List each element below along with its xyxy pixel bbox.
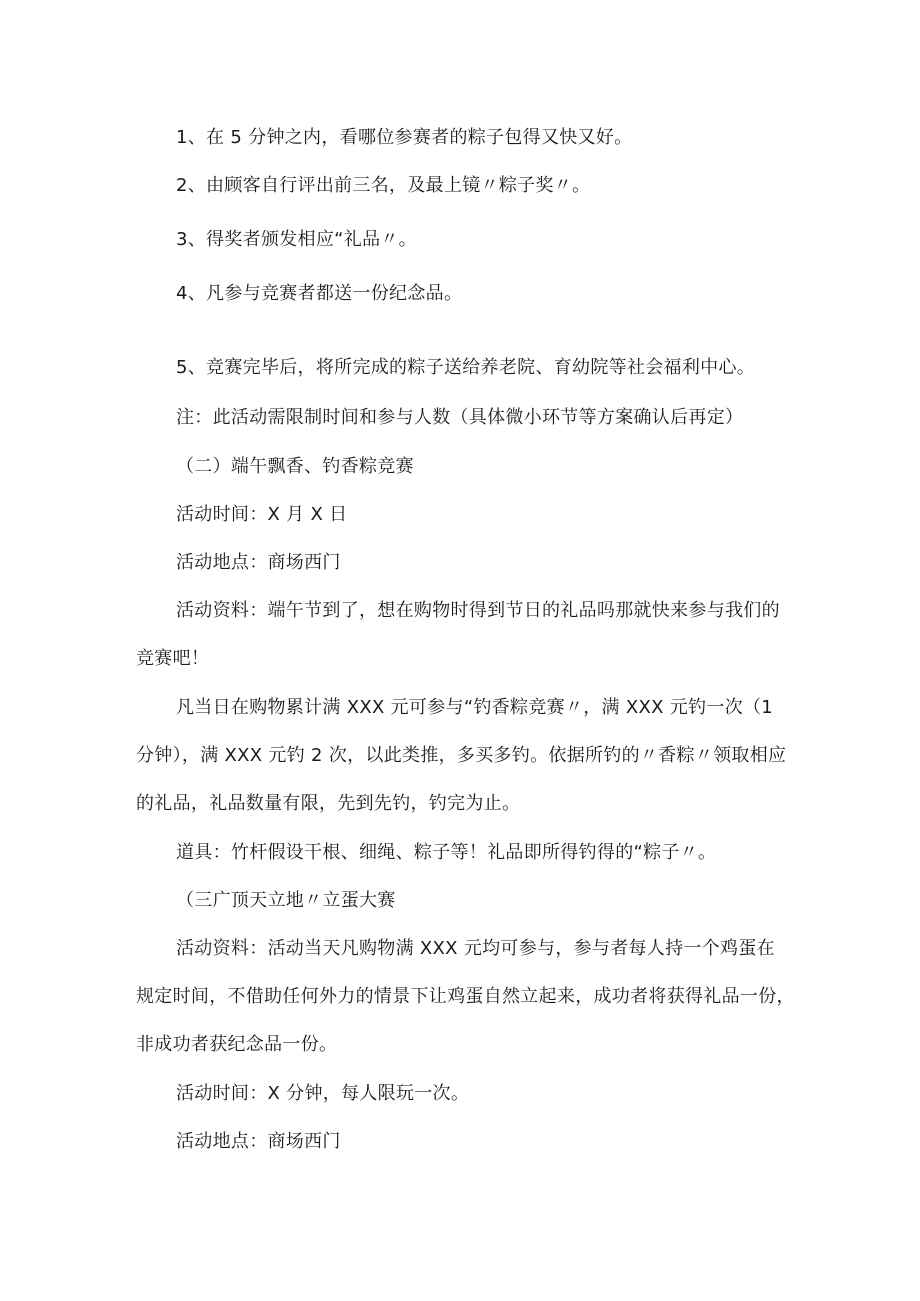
activity-location: 活动地点：商场西门: [176, 552, 341, 573]
section-heading-2: （二）端午飘香、钓香粽竞赛: [176, 456, 414, 477]
rules-paragraph-line-3: 的礼品，礼品数量有限，先到先钓，钓完为止。: [136, 793, 521, 814]
rule-item-3: 3、得奖者颁发相应“礼品〃。: [176, 229, 417, 250]
rules-paragraph-line-2: 分钟），满 XXX 元钓 2 次，以此类推，多买多钓。依据所钓的〃香粽〃领取相应: [136, 745, 787, 766]
egg-activity-time: 活动时间：X 分钟，每人限玩一次。: [176, 1083, 470, 1104]
activity-time: 活动时间：X 月 X 日: [176, 504, 348, 525]
egg-content-line-1: 活动资料：活动当天凡购物满 XXX 元均可参与，参与者每人持一个鸡蛋在: [176, 938, 775, 959]
props-paragraph: 道具：竹杆假设干根、细绳、粽子等！礼品即所得钓得的“粽子〃。: [176, 842, 717, 863]
egg-content-line-3: 非成功者获纪念品一份。: [136, 1034, 338, 1055]
rule-item-4: 4、凡参与竞赛者都送一份纪念品。: [176, 283, 463, 304]
note-paragraph: 注：此活动需限制时间和参与人数（具体微小环节等方案确认后再定）: [176, 407, 744, 428]
egg-activity-location: 活动地点：商场西门: [176, 1131, 341, 1152]
section-heading-3: （三广顶天立地〃立蛋大赛: [176, 890, 396, 911]
rule-item-1: 1、在 5 分钟之内，看哪位参赛者的粽子包得又快又好。: [176, 127, 633, 148]
rule-item-2: 2、由顾客自行评出前三名，及最上镜〃粽子奖〃。: [176, 175, 591, 196]
rules-paragraph-line-1: 凡当日在购物累计满 XXX 元可参与“钓香粽竞赛〃，满 XXX 元钓一次（1: [176, 697, 774, 718]
rule-item-5: 5、竞赛完毕后，将所完成的粽子送给养老院、育幼院等社会福利中心。: [176, 357, 756, 378]
egg-content-line-2: 规定时间，不借助任何外力的情景下让鸡蛋自然立起来，成功者将获得礼品一份，: [136, 986, 795, 1007]
activity-content-line-1: 活动资料：端午节到了，想在购物时得到节日的礼品吗那就快来参与我们的: [176, 600, 780, 621]
activity-content-line-2: 竞赛吧！: [136, 648, 210, 669]
